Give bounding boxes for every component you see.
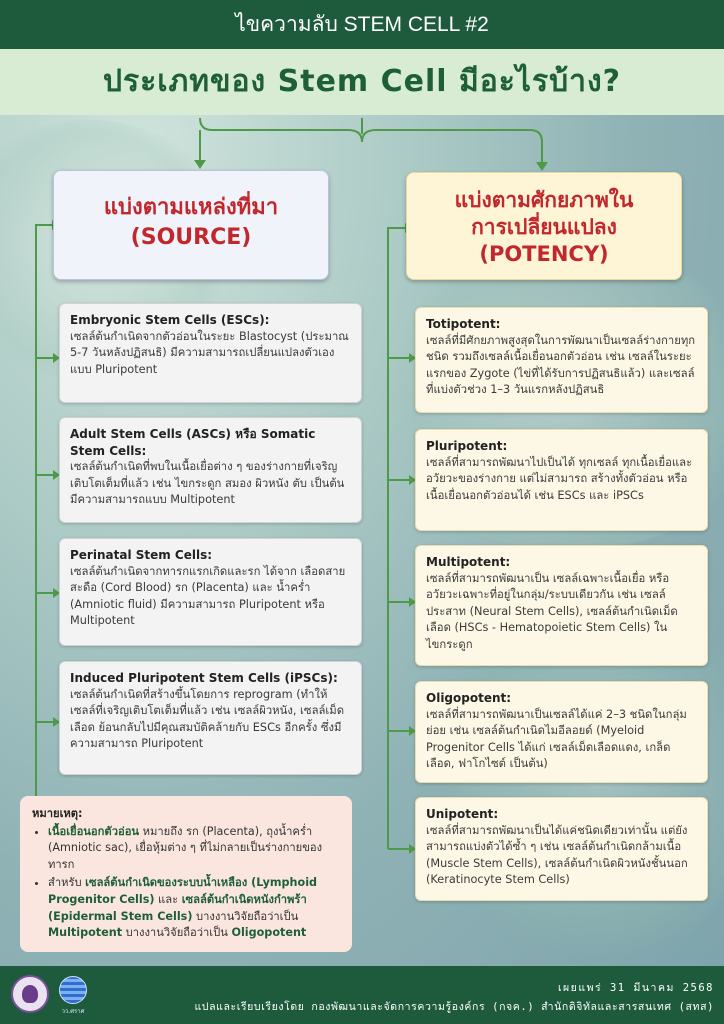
note-title: หมายเหตุ: (32, 807, 83, 820)
card-body: เซลล์ต้นกำเนิดจากทารกแรกเกิดและรก ได้จาก เลือดสายสะดือ (Cord Blood) รก (Placenta) และ น้ำคร่ำ (Amniotic fluid) มีความสามารถ Pluripotent หรือ Multipotent (70, 564, 346, 628)
credit-line: แปลและเรียบเรียงโดย กองพัฒนาและจัดการความรู้องค์กร (กจค.) สำนักดิจิทัลและสารสนเทศ (สทส) (194, 1001, 714, 1013)
source-heading-line2: (SOURCE) (130, 225, 252, 250)
potency-card-oligopotent (415, 681, 708, 783)
page-title: ประเภทของ Stem Cell มีอะไรบ้าง? (102, 64, 622, 99)
note-term: เนื้อเยื่อนอกตัวอ่อน (48, 824, 140, 838)
globe-icon (59, 976, 87, 1004)
potency-heading-line3: (POTENCY) (479, 242, 609, 266)
card-body: เซลล์ที่สามารถพัฒนาเป็นได้แค่ชนิดเดียวเท่านั้น แต่ยังสามารถแบ่งตัวได้ซ้ำ ๆ เช่น เซลล์ต้นกำเนิดกล้ามเนื้อ (Muscle Stem Cells), เซลล์ต้นกำเนิดผิวหนังชั้นนอก (Keratinocyte Stem Cells) (426, 823, 688, 887)
ministry-emblem-icon (22, 985, 38, 1003)
potency-heading-box (406, 172, 682, 280)
card-title: Embryonic Stem Cells (ESCs): (70, 313, 270, 327)
ministry-logo (11, 975, 49, 1013)
note-text: หมายถึง รก (Placenta), ถุงน้ำคร่ำ (Amniotic sac), เยื่อหุ้มต่าง ๆ ที่ไม่กลายเป็นร่างกายของทารก (48, 824, 323, 871)
card-title: Adult Stem Cells (ASCs) หรือ Somatic Stem Cells: (70, 427, 316, 458)
arrow-right-head (536, 162, 548, 171)
card-body: เซลล์ที่สามารถพัฒนาเป็นเซลล์ได้แค่ 2–3 ชนิดในกลุ่มย่อย เช่น เซลล์ต้นกำเนิดไมอีลอยด์ (Myeloid Progenitor Cells ได้แก่ เซลล์เม็ดเลือดแดง, เกล็ดเลือด, ฟาโกไซต์ เป็นต้น) (426, 707, 687, 771)
card-body: เซลล์ที่สามารถพัฒนาเป็น เซลล์เฉพาะเนื้อเยื่อ หรืออวัยวะเฉพาะที่อยู่ในกลุ่ม/ระบบเดียวกัน เช่น เซลล์ประสาท (Neural Stem Cells), เซลล์ต้นกำเนิดเม็ดเลือด (HSCs - Hematopoietic Stem Cells) ในไขกระดูก (426, 571, 678, 651)
potency-heading-line1: แบ่งตามศักยภาพใน (454, 188, 634, 212)
note-term: Oligopotent (231, 926, 307, 940)
card-title: Induced Pluripotent Stem Cells (iPSCs): (70, 671, 338, 685)
series-title: ไขความลับ STEM CELL #2 (235, 13, 489, 36)
note-item-2 (48, 875, 340, 941)
source-card-perinatal (59, 538, 362, 646)
card-title: Oligopotent: (426, 691, 512, 705)
potency-card-pluripotent (415, 429, 708, 531)
potency-heading-line2: การเปลี่ยนแปลง (471, 215, 617, 239)
potency-card-multipotent (415, 545, 708, 666)
note-text: บางงานวิจัยถือว่าเป็น (192, 909, 299, 923)
card-body: เซลล์ที่มีศักยภาพสูงสุดในการพัฒนาเป็นเซลล์ร่างกายทุกชนิด รวมถึงเซลล์เนื้อเยื่อนอกตัวอ่อน เช่น เซลล์ในระยะแรกของ Zygote (ไข่ที่ได้รับการปฏิสนธิแล้ว) และเซลล์ที่แบ่งตัวช่วง 1–3 วันแรกหลังปฏิสนธิ (426, 333, 696, 397)
arrow-left-head (194, 160, 206, 169)
tistr-logo (53, 975, 93, 1015)
tistr-logo-text: วว.ศราศ (61, 1008, 85, 1015)
card-title: Pluripotent: (426, 439, 508, 453)
title-brace (200, 118, 542, 142)
note-list (32, 824, 340, 942)
source-card-ipscs (59, 661, 362, 775)
note-box (20, 796, 352, 952)
footer (0, 966, 724, 1024)
card-title: Perinatal Stem Cells: (70, 548, 213, 562)
card-body: เซลล์ต้นกำเนิดที่สร้างขึ้นโดยการ reprogram (ทำให้เซลล์ที่เจริญเติบโตเต็มที่แล้ว เช่น เซลล์ผิวหนัง, เซลล์เม็ดเลือด ย้อนกลับไปมีคุณสมบัติคล้ายกับ ESCs อีกครั้ง ซึ่งมีความสามารถ Pluripotent (70, 687, 345, 751)
card-title: Multipotent: (426, 555, 511, 569)
card-title: Totipotent: (426, 317, 501, 331)
potency-card-totipotent (415, 307, 708, 413)
right-tree-spine (388, 228, 406, 849)
source-heading-box (53, 170, 329, 280)
potency-card-unipotent (415, 797, 708, 901)
card-body: เซลล์ต้นกำเนิดที่พบในเนื้อเยื่อต่าง ๆ ของร่างกายที่เจริญเติบโตเต็มที่แล้ว เช่น ไขกระดูก สมอง ผิวหนัง ตับ เป็นต้น มีความสามารถแบบ Multipotent (70, 460, 345, 507)
note-text: และ (154, 892, 182, 906)
publish-date: เผยแพร่ 31 มีนาคม 2568 (557, 982, 714, 994)
note-term: เซลล์ต้นกำเนิดหนังกำพร้า (Epidermal Stem Cells) (48, 892, 307, 923)
source-card-escs (59, 303, 362, 403)
note-text: สำหรับ (48, 876, 86, 890)
note-term: Multipotent (48, 926, 123, 940)
note-item-1 (48, 824, 340, 874)
source-heading-line1: แบ่งตามแหล่งที่มา (103, 195, 279, 220)
card-body: เซลล์ที่สามารถพัฒนาไปเป็นได้ ทุกเซลล์ ทุกเนื้อเยื่อและอวัยวะของร่างกาย แต่ไม่สามารถ สร้างทั้งตัวอ่อน หรือ เนื้อเยื่อนอกตัวอ่อนได้ เช่น ESCs และ iPSCs (426, 455, 693, 502)
card-body: เซลล์ต้นกำเนิดจากตัวอ่อนในระยะ Blastocyst (ประมาณ 5-7 วันหลังปฏิสนธิ) มีความสามารถเปลี่ยนแปลงตัวเองแบบ Pluripotent (70, 329, 349, 376)
note-term: เซลล์ต้นกำเนิดของระบบน้ำเหลือง (Lymphoid Progenitor Cells) (48, 876, 318, 906)
note-text: บางงานวิจัยถือว่าเป็น (122, 926, 232, 940)
card-title: Unipotent: (426, 807, 499, 821)
source-card-ascs (59, 417, 362, 523)
